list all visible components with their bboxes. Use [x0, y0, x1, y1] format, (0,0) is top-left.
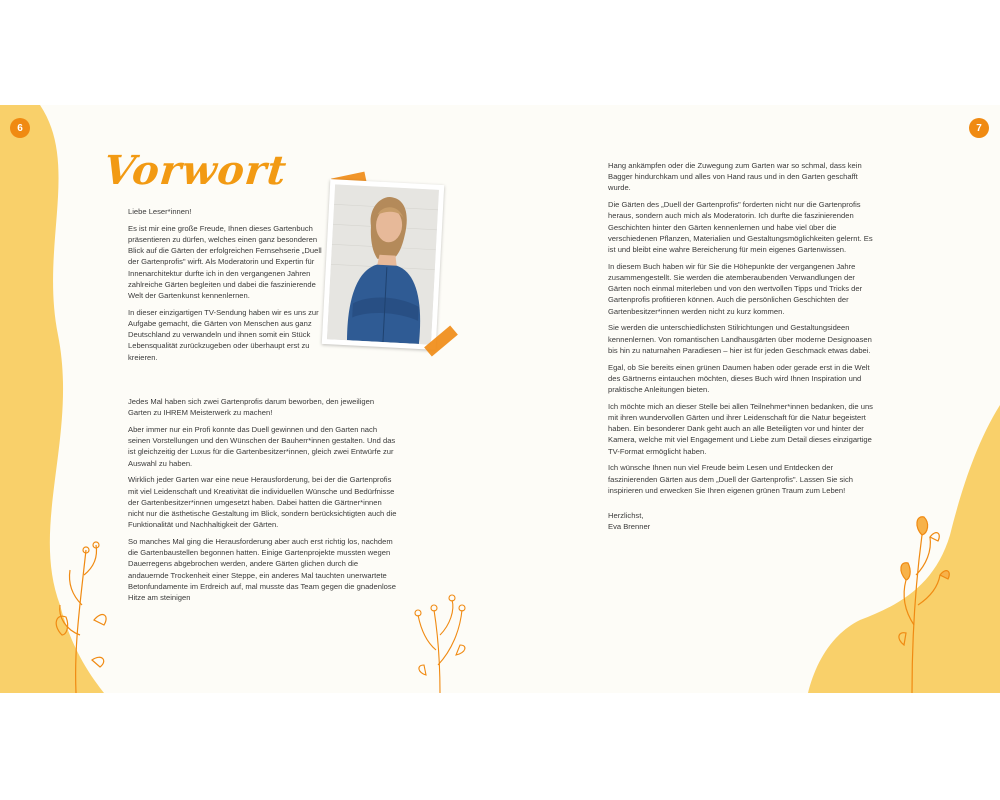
signature: Eva Brenner	[608, 522, 651, 532]
page-number-right: 7	[969, 118, 989, 138]
flower-sprig-center-icon	[415, 595, 465, 693]
paragraph: In diesem Buch haben wir für Sie die Höhepunkte der vergangenen Jahre zusammengestellt. Sie werden die atemberaubenden Verwandlungen der Gärten noch einmal miterleben und von den wertvollen Tipps und Tricks der Gartenprofis profitieren können. Auch die persönlichen Geschichten der Gartenbesitzer*innen werden nicht zu kurz kommen.	[608, 261, 863, 316]
book-spread	[0, 105, 1000, 693]
paragraph: Aber immer nur ein Profi konnte das Duell gewinnen und den Garten nach seinen Vorstellungen und den Wünschen der Bauherr*innen gestalten. Und das ist gleichzeitig der Luxus für die Gartenbesitzer*innen, gleich zwei Entwürfe zur Auswahl zu haben.	[128, 425, 396, 468]
left-yellow-blob	[0, 105, 104, 693]
closing: Herzlichst,	[608, 511, 644, 521]
salutation: Liebe Leser*innen!	[128, 207, 192, 216]
paragraph: Wirklich jeder Garten war eine neue Herausforderung, bei der die Gartenprofis mit viel Leidenschaft und Kreativität die individuellen Wünsche und Bedürfnisse der Gartenbesitzer*innen umgesetzt haben. Dabei hatten die Gärtner*innen nicht nur die ästhetische Gestaltung im Blick, sondern berücksichtigten auch die Funktionalität und Nachhaltigkeit der Gärten.	[128, 475, 397, 530]
page-number-left: 6	[10, 118, 30, 138]
text-column-right	[608, 160, 874, 538]
paragraph: Egal, ob Sie bereits einen grünen Daumen haben oder gerade erst in die Welt des Gärtnerns eintauchen möchten, dieses Buch wird Ihnen Inspiration und praktische Anleitungen bieten.	[608, 362, 870, 395]
text-column-left-top	[128, 206, 324, 368]
paragraph: Die Gärten des „Duell der Gartenprofis" forderten nicht nur die Gartenprofis heraus, sondern auch mich als Moderatorin. Ich durfte die faszinierenden Geschichten hinter den Gärten kennenlernen und habe viel über die verschiedenen Pflanzen, Materialien und Gestaltungsmöglichkeiten gelernt. Es ist und bleibt eine wahre Bereicherung für mein eigenes Gartenwissen.	[608, 200, 873, 255]
paragraph: Ich wünsche Ihnen nun viel Freude beim Lesen und Entdecken der faszinierenden Gärten aus dem „Duell der Gartenprofis". Lassen Sie sich inspirieren und erwecken Sie Ihren eigenen grünen Traum zum Leben!	[608, 463, 853, 495]
paragraph: So manches Mal ging die Herausforderung aber auch erst richtig los, nachdem die Gartenbaustellen begonnen hatten. Einige Gartenprojekte mussten wegen Dauerregens abgebrochen werden, andere Gärten glichen durch die andauernde Trockenheit einer Steppe, ein anderes Mal tauchten unerwartete Betonfundamente im Erdreich auf, mal musste das Team gegen die gnadenlose Hitze am steinigen	[128, 537, 396, 603]
paragraph: In dieser einzigartigen TV-Sendung haben wir es uns zur Aufgabe gemacht, die Gärten von Menschen aus ganz Deutschland zu verwandeln und ihnen somit ein Stück Lebensqualität zurückzugeben oder überhaupt erst zu kreieren.	[128, 307, 319, 362]
paragraph: Ich möchte mich an dieser Stelle bei allen Teilnehmer*innen bedanken, die uns mit ihren wundervollen Gärten und ihrer Leidenschaft für die Natur begeistert haben. Ein besonderer Dank geht auch an alle Beteiligten vor und hinter der Kamera, welche mit viel Engagement und Liebe zum Detail dieses einzigartige TV-Format ermöglicht haben.	[608, 401, 873, 456]
paragraph: Es ist mir eine große Freude, Ihnen dieses Gartenbuch präsentieren zu dürfen, welches einen ganz besonderen Blick auf die Gärten der erfolgreichen Fernsehserie „Duell der Gartenprofis" wirft. Als Moderatorin und Expertin für Innenarchitektur durfte ich in den vergangenen Jahren zahlreiche Gärten begleiten und dabei die faszinierende Welt der Gartenkunst kennenlernen.	[128, 223, 322, 301]
paragraph: Jedes Mal haben sich zwei Gartenprofis darum beworben, den jeweiligen Garten zu IHREM Meisterwerk zu machen!	[128, 397, 375, 418]
text-column-left-bottom	[128, 396, 398, 609]
paragraph: Hang ankämpfen oder die Zuwegung zum Garten war so schmal, dass kein Bagger hindurchkam und alles von Hand raus und in den Garten geschafft wurde.	[608, 161, 862, 193]
page-title: Vorwort	[101, 147, 290, 194]
paragraph: Sie werden die unterschiedlichsten Stilrichtungen und Gestaltungsideen kennenlernen. Von romantischen Landhausgärten über moderne Designoasen bis hin zu naturnahen Paradiesen – hier ist für jeden Geschmack etwas dabei.	[608, 323, 872, 355]
portrait-photo	[322, 179, 444, 350]
